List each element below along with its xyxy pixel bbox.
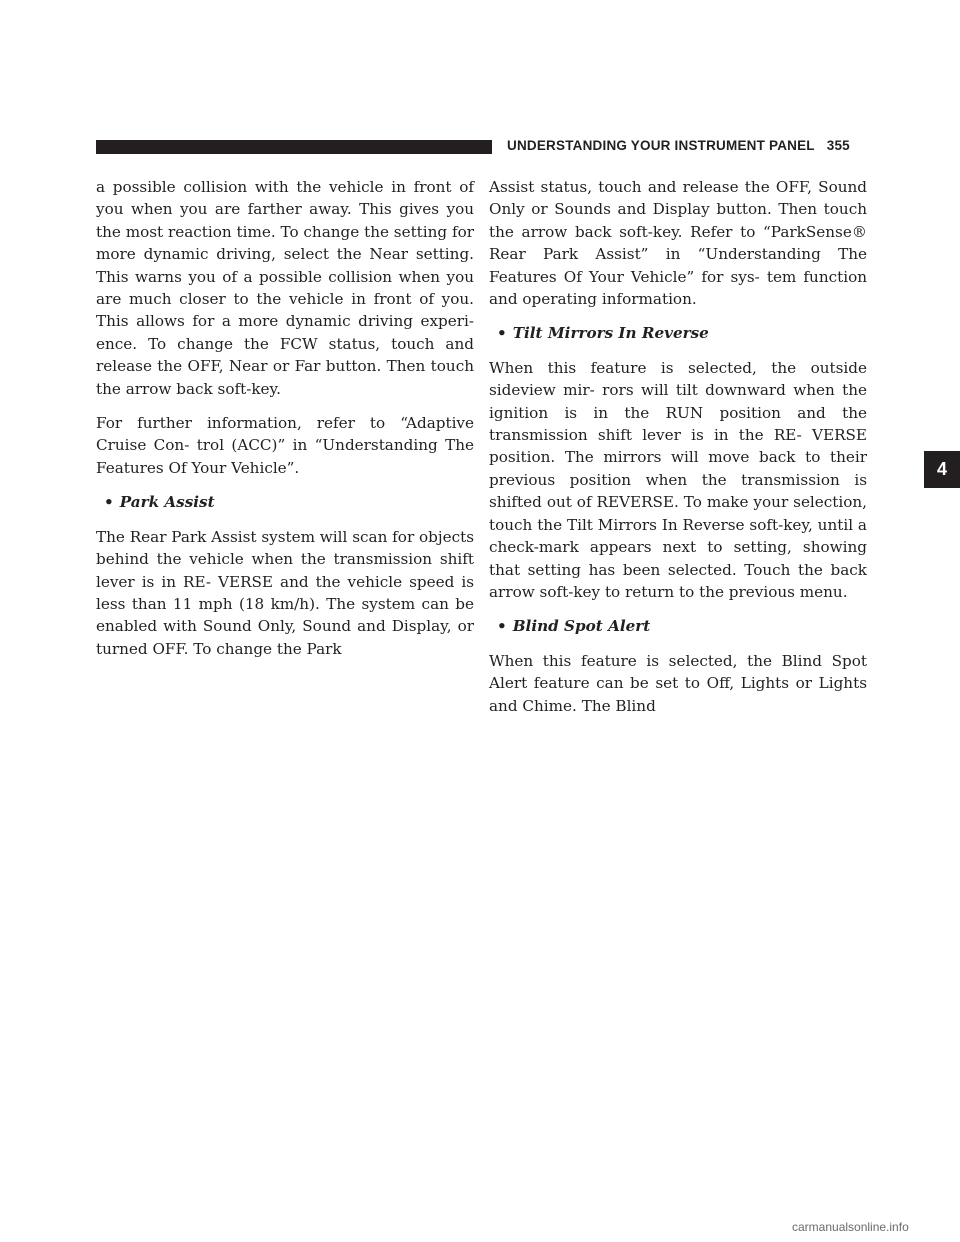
bullet-heading-label: Park Assist xyxy=(119,493,215,512)
left-column xyxy=(96,176,474,672)
bullet-dot-icon: • xyxy=(497,324,507,343)
bullet-heading-label: Tilt Mirrors In Reverse xyxy=(512,324,709,343)
bullet-dot-icon: • xyxy=(497,617,507,636)
page-number: 355 xyxy=(826,138,850,153)
section-title: UNDERSTANDING YOUR INSTRUMENT PANEL xyxy=(507,138,815,153)
paragraph: a possible collision with the vehicle in front of you when you are farther away. This gives you the most reaction time. To change the setting for more dynamic driving, select the Near setting. This warns you of a possible collision when you are much closer to the vehicle in front of you. This allows for a more dynamic driving experi- ence. To change the FCW status, touch and release the OFF, Near or Far button. Then touch the arrow back soft-key. xyxy=(96,178,474,398)
watermark-text: carmanualsonline.info xyxy=(792,1220,909,1234)
bullet-dot-icon: • xyxy=(104,493,114,512)
paragraph: The Rear Park Assist system will scan for objects behind the vehicle when the transmission shift lever is in RE- VERSE and the vehicle speed is less than 11 mph (18 km/h). The system can be enabled with Sound Only, Sound and Display, or turned OFF. To change the Park xyxy=(96,527,474,658)
bullet-heading-park-assist xyxy=(96,491,474,513)
bullet-heading-tilt-mirrors xyxy=(489,322,867,344)
chapter-tab: 4 xyxy=(924,451,960,488)
paragraph: When this feature is selected, the Blind Spot Alert feature can be set to Off, Lights or Lights and Chime. The Blind xyxy=(489,651,867,715)
bullet-heading-blind-spot xyxy=(489,615,867,637)
header-rule xyxy=(96,140,492,154)
paragraph: When this feature is selected, the outside sideview mir- rors will tilt downward when the ignition is in the RUN position and the transmission shift lever is in the RE- VERSE position. The mirrors will move back to their previous position when the transmission is shifted out of REVERSE. To make your selection, touch the Tilt Mirrors In Reverse soft-key, until a check-mark appears next to setting, showing that setting has been selected. Touch the back arrow soft-key to return to the previous menu. xyxy=(489,358,867,601)
paragraph: For further information, refer to “Adaptive Cruise Con- trol (ACC)” in “Understanding The Features Of Your Vehicle”. xyxy=(96,414,474,477)
paragraph: Assist status, touch and release the OFF, Sound Only or Sounds and Display button. Then touch the arrow back soft-key. Refer to “ParkSense® Rear Park Assist” in “Understanding The Features Of Your Vehicle” for sys- tem function and operating information. xyxy=(489,178,867,309)
right-column xyxy=(489,176,867,729)
bullet-heading-label: Blind Spot Alert xyxy=(512,617,651,636)
running-header xyxy=(507,138,850,153)
